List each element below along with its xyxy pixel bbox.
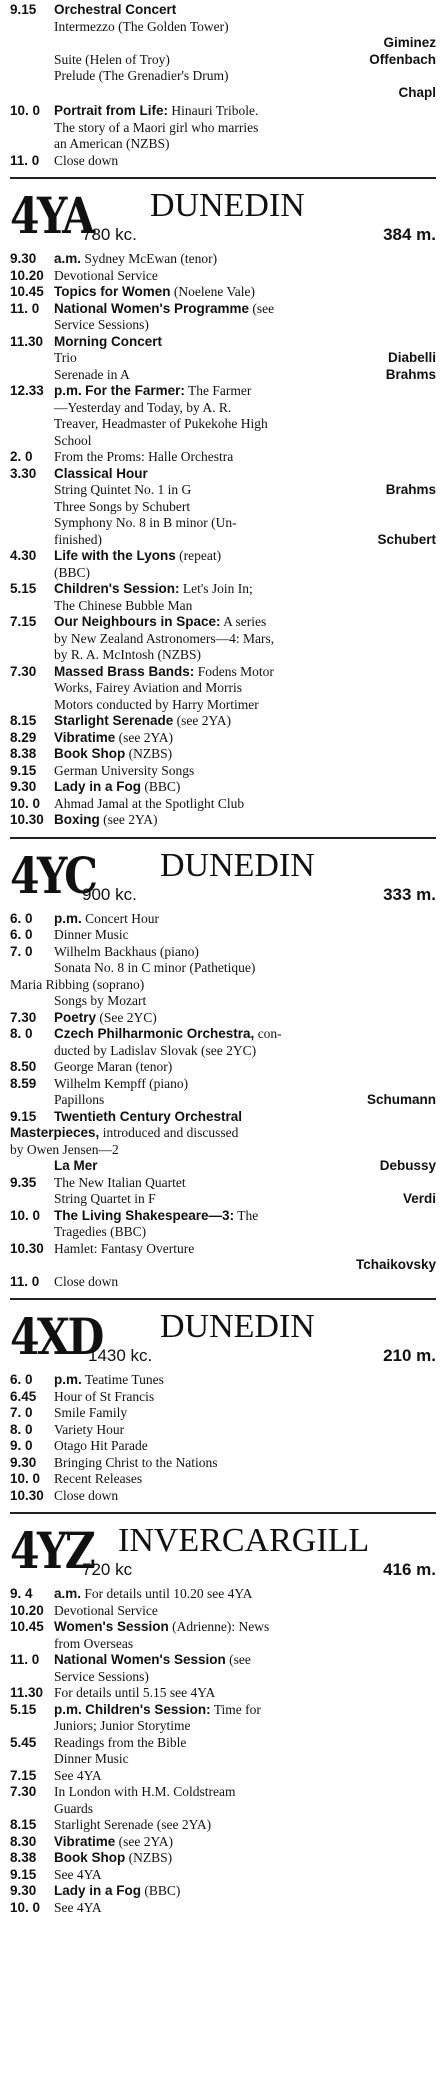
station-4ya bbox=[10, 185, 436, 829]
entry-desc: For details until 5.15 see 4YA bbox=[54, 1685, 216, 1700]
entry-title: Children's Session: bbox=[54, 581, 180, 596]
program-entry bbox=[10, 812, 436, 829]
entry-title: Our Neighbours in Space: bbox=[54, 614, 221, 629]
station-header bbox=[10, 1520, 436, 1582]
program-entry bbox=[10, 334, 436, 351]
entry-desc: (BBC) bbox=[141, 779, 181, 794]
entry-line: —Yesterday and Today, by A. R. bbox=[54, 399, 232, 415]
composer: Brahms bbox=[385, 482, 436, 497]
entry-desc: Dinner Music bbox=[54, 927, 129, 942]
entry-desc: The New Italian Quartet bbox=[54, 1174, 186, 1190]
entry-time: 7.30 bbox=[10, 663, 37, 679]
entry-title: Topics for Women bbox=[54, 284, 171, 299]
program-entry bbox=[10, 1010, 436, 1027]
entry-title: Vibratime bbox=[54, 1833, 116, 1849]
section-divider bbox=[10, 1298, 436, 1300]
entry-title: Massed Brass Bands: bbox=[54, 663, 195, 679]
entry-time: 8. 0 bbox=[10, 1421, 33, 1437]
entry-line: Works, Fairey Aviation and Morris bbox=[54, 680, 243, 695]
entry-desc: Wilhelm Kempff (piano) bbox=[54, 1075, 189, 1091]
entry-desc: (see 2YA) bbox=[115, 729, 174, 745]
composer: Offenbach bbox=[369, 51, 436, 67]
entry-line: finished) Schubert bbox=[54, 531, 436, 547]
entry-time: 8.50 bbox=[10, 1059, 37, 1074]
entry-desc: Teatime Tunes bbox=[84, 1372, 164, 1387]
entry-desc: (NZBS) bbox=[125, 746, 173, 761]
station-frequency: 780 kc. bbox=[82, 225, 137, 244]
entry-desc: Concert Hour bbox=[85, 910, 159, 926]
program-entry bbox=[10, 911, 436, 928]
entry-line: Service Sessions) bbox=[54, 1668, 149, 1684]
entry-desc: A series bbox=[220, 614, 267, 629]
program-entry bbox=[10, 1109, 436, 1126]
program-entry bbox=[10, 1026, 436, 1043]
entry-desc: Sydney McEwan (tenor) bbox=[84, 251, 218, 266]
entry-time: 7. 0 bbox=[10, 943, 33, 959]
program-entry bbox=[10, 664, 436, 681]
entry-title: Life with the Lyons bbox=[54, 548, 176, 563]
entry-time: 11.30 bbox=[10, 1685, 44, 1700]
composer: Schumann bbox=[366, 1092, 436, 1107]
entry-time: 10.45 bbox=[10, 284, 44, 299]
entry-desc: Let's Join In; bbox=[179, 581, 253, 596]
entry-time: 10.30 bbox=[10, 812, 44, 827]
entry-line: by Owen Jensen—2 bbox=[10, 1141, 119, 1157]
entry-desc: George Maran (tenor) bbox=[54, 1059, 173, 1074]
entry-line: La Mer Debussy bbox=[54, 1158, 436, 1173]
entry-desc: In London with H.M. Coldstream bbox=[54, 1784, 236, 1799]
entry-time: 12.33 bbox=[10, 383, 44, 398]
entry-time: 7.30 bbox=[10, 1009, 37, 1025]
entry-line: an American (NZBS) bbox=[54, 136, 170, 151]
entry-time: 8.59 bbox=[10, 1075, 37, 1091]
program-entry bbox=[10, 466, 436, 483]
station-city: DUNEDIN bbox=[160, 1308, 315, 1345]
program-entry bbox=[10, 614, 436, 631]
entry-line: Masterpieces, introduced and discussed bbox=[10, 1125, 239, 1140]
entry-time: 11. 0 bbox=[10, 1273, 40, 1289]
entry-desc: See 4YA bbox=[54, 1767, 102, 1783]
program-entry bbox=[10, 1603, 436, 1620]
station-callsign: 4YA bbox=[10, 186, 93, 245]
entry-desc: (See 2YC) bbox=[96, 1009, 157, 1025]
entry-line: Service Sessions) bbox=[54, 317, 149, 332]
entry-line: Sonata No. 8 in C minor (Pathetique) bbox=[54, 960, 256, 975]
entry-title: Starlight Serenade bbox=[54, 713, 174, 728]
entry-time: 9.15 bbox=[10, 2, 37, 17]
entry-desc: See 4YA bbox=[54, 1866, 102, 1882]
program-entry bbox=[10, 1241, 436, 1258]
entry-time: 9. 0 bbox=[10, 1438, 33, 1453]
entry-time: 11. 0 bbox=[10, 1652, 40, 1667]
entry-desc: The bbox=[234, 1207, 259, 1223]
composer: Schubert bbox=[377, 531, 436, 547]
entry-line: Songs by Mozart bbox=[54, 993, 147, 1008]
entry-time: 3.30 bbox=[10, 465, 37, 481]
entry-desc: (BBC) bbox=[141, 1883, 181, 1898]
entry-time: 5.15 bbox=[10, 581, 37, 596]
entry-desc: Hour of St Francis bbox=[54, 1388, 155, 1404]
section-divider bbox=[10, 837, 436, 839]
program-entry bbox=[10, 1702, 436, 1719]
composer: Giminez bbox=[383, 35, 436, 50]
station-4xd bbox=[10, 1306, 436, 1504]
composer: Diabelli bbox=[387, 350, 436, 365]
station-wavelength: 210 m. bbox=[383, 1346, 436, 1365]
entry-time: 6.45 bbox=[10, 1388, 37, 1404]
composer: Brahms bbox=[385, 366, 436, 382]
station-wavelength: 333 m. bbox=[383, 884, 436, 904]
program-entry bbox=[10, 1405, 436, 1422]
entry-line: Dinner Music bbox=[54, 1751, 129, 1766]
program-entry bbox=[10, 1471, 436, 1488]
program-entry bbox=[10, 779, 436, 796]
program-entry bbox=[10, 1652, 436, 1669]
entry-ampm: a.m. bbox=[54, 251, 82, 266]
entry-ampm: p.m. bbox=[54, 1372, 82, 1387]
entry-desc: Bringing Christ to the Nations bbox=[54, 1454, 218, 1470]
entry-desc: Starlight Serenade (see 2YA) bbox=[54, 1817, 212, 1832]
entry-line: (BBC) bbox=[54, 564, 91, 580]
program-entry bbox=[10, 581, 436, 598]
composer: Tchaikovsky bbox=[355, 1257, 436, 1272]
entry-title: Book Shop bbox=[54, 746, 126, 761]
entry-desc: Close down bbox=[54, 1273, 119, 1289]
composer: Verdi bbox=[402, 1191, 436, 1206]
composer: Debussy bbox=[379, 1158, 436, 1173]
entry-time: 10. 0 bbox=[10, 795, 41, 811]
entry-desc: (Noelene Vale) bbox=[170, 284, 255, 299]
entry-line: by R. A. McIntosh (NZBS) bbox=[54, 647, 202, 662]
entry-desc: The Farmer bbox=[184, 383, 252, 398]
entry-desc: Hamlet: Fantasy Overture bbox=[54, 1240, 195, 1256]
entry-title: Vibratime bbox=[54, 729, 116, 745]
entry-time: 5.45 bbox=[10, 1734, 37, 1750]
program-entry bbox=[10, 1208, 436, 1225]
top-continuation bbox=[10, 2, 436, 169]
program-entry bbox=[10, 251, 436, 268]
station-4yc bbox=[10, 845, 436, 1291]
entry-desc: (NZBS) bbox=[125, 1850, 173, 1865]
entry-time: 8. 0 bbox=[10, 1026, 33, 1041]
entry-time: 6. 0 bbox=[10, 927, 33, 942]
entry-title: For the Farmer: bbox=[85, 383, 185, 398]
entry-time: 10. 0 bbox=[10, 103, 41, 118]
entry-time: 5.15 bbox=[10, 1701, 37, 1717]
entry-line: ducted by Ladislav Slovak (see 2YC) bbox=[54, 1042, 257, 1058]
entry-time: 9.30 bbox=[10, 1883, 37, 1898]
entry-time: 8.15 bbox=[10, 1817, 37, 1832]
entry-line: Suite (Helen of Troy) Offenbach bbox=[54, 51, 436, 67]
entry-line: School bbox=[54, 432, 92, 448]
program-entry bbox=[10, 1619, 436, 1636]
entry-time: 6. 0 bbox=[10, 1372, 33, 1387]
entry-title: Twentieth Century Orchestral bbox=[54, 1108, 243, 1124]
entry-desc: From the Proms: Halle Orchestra bbox=[54, 449, 234, 464]
program-entry bbox=[10, 1274, 436, 1291]
entry-time: 11.30 bbox=[10, 333, 44, 349]
entry-line: Papillons Schumann bbox=[54, 1092, 436, 1107]
entry-desc: For details until 10.20 see 4YA bbox=[84, 1586, 253, 1601]
station-frequency: 720 kc bbox=[82, 1560, 133, 1579]
entry-time: 9.15 bbox=[10, 762, 37, 778]
entry-time: 10.20 bbox=[10, 267, 44, 283]
entry-ampm: p.m. bbox=[54, 1701, 82, 1717]
entry-desc: Devotional Service bbox=[54, 1602, 158, 1618]
program-entry bbox=[10, 730, 436, 747]
station-header bbox=[10, 185, 436, 247]
entry-line: The Chinese Bubble Man bbox=[54, 597, 193, 613]
entry-time: 10. 0 bbox=[10, 1471, 41, 1486]
entry-time: 10. 0 bbox=[10, 1899, 41, 1915]
program-entry bbox=[10, 1784, 436, 1801]
entry-desc: (see 2YA) bbox=[115, 1833, 174, 1849]
program-entry bbox=[10, 1735, 436, 1752]
program-entry bbox=[10, 1867, 436, 1884]
entry-desc: Hinauri Tribole. bbox=[168, 103, 259, 118]
entry-desc: Smile Family bbox=[54, 1405, 128, 1420]
program-entry bbox=[10, 449, 436, 466]
entry-time: 9.30 bbox=[10, 779, 37, 794]
entry-line: from Overseas bbox=[54, 1635, 134, 1651]
program-entry bbox=[10, 548, 436, 565]
entry-time: 8.30 bbox=[10, 1833, 37, 1849]
program-entry bbox=[10, 284, 436, 301]
entry-title: National Women's Session bbox=[54, 1652, 226, 1667]
entry-time: 11. 0 bbox=[10, 300, 40, 316]
entry-time: 10.30 bbox=[10, 1487, 44, 1503]
entry-line: Symphony No. 8 in B minor (Un- bbox=[54, 515, 237, 530]
entry-time: 4.30 bbox=[10, 548, 37, 563]
entry-time: 9.15 bbox=[10, 1108, 37, 1124]
entry-time: 8.29 bbox=[10, 729, 37, 745]
entry-line: Treaver, Headmaster of Pukekohe High bbox=[54, 416, 268, 431]
entry-title: Poetry bbox=[54, 1009, 97, 1025]
entry-line: Motors conducted by Harry Mortimer bbox=[54, 696, 259, 712]
program-entry bbox=[10, 1685, 436, 1702]
program-entry bbox=[10, 1883, 436, 1900]
entry-desc: (see bbox=[249, 300, 275, 316]
entry-title: Boxing bbox=[54, 812, 100, 827]
entry-title: Orchestral Concert bbox=[54, 2, 177, 17]
station-header bbox=[10, 1306, 436, 1368]
program-entry bbox=[10, 1586, 436, 1603]
program-entry bbox=[10, 1834, 436, 1851]
program-entry bbox=[10, 1389, 436, 1406]
entry-desc: Readings from the Bible bbox=[54, 1734, 187, 1750]
entry-desc: Devotional Service bbox=[54, 267, 158, 283]
entry-ampm: a.m. bbox=[54, 1586, 82, 1601]
entry-desc: (see bbox=[225, 1652, 251, 1667]
entry-title: Lady in a Fog bbox=[54, 779, 142, 794]
entry-line: String Quartet in F Verdi bbox=[54, 1191, 436, 1206]
composer: Chapl bbox=[398, 84, 436, 100]
entry-time: 7.30 bbox=[10, 1784, 37, 1799]
station-city: INVERCARGILL bbox=[118, 1522, 370, 1559]
entry-time: 7.15 bbox=[10, 614, 37, 629]
section-divider bbox=[10, 177, 436, 179]
entry-time: 8.38 bbox=[10, 1850, 37, 1865]
entry-time: 7.15 bbox=[10, 1767, 37, 1783]
entry-title: Morning Concert bbox=[54, 333, 162, 349]
program-entry: 12.33 p.m. For the Farmer: The Farmer bbox=[10, 383, 252, 398]
program-entry bbox=[10, 153, 436, 170]
program-entry bbox=[10, 1059, 436, 1076]
entry-time: 6. 0 bbox=[10, 910, 33, 926]
program-entry bbox=[10, 1817, 436, 1834]
entry-line: Guards bbox=[54, 1800, 93, 1816]
station-frequency: 900 kc. bbox=[82, 884, 137, 904]
entry-desc: Wilhelm Backhaus (piano) bbox=[54, 943, 199, 959]
station-frequency: 1430 kc. bbox=[88, 1346, 153, 1365]
program-entry bbox=[10, 1372, 436, 1389]
entry-time: 9.15 bbox=[10, 1866, 37, 1882]
program-entry bbox=[10, 1900, 436, 1917]
entry-desc: Recent Releases bbox=[54, 1471, 143, 1486]
program-entry bbox=[10, 1850, 436, 1867]
entry-time: 9.30 bbox=[10, 1454, 37, 1470]
station-city: DUNEDIN bbox=[150, 187, 305, 224]
entry-line: Prelude (The Grenadier's Drum) bbox=[54, 68, 229, 83]
entry-time: 10.45 bbox=[10, 1619, 44, 1634]
entry-time: 2. 0 bbox=[10, 449, 33, 464]
program-entry bbox=[10, 268, 436, 285]
entry-time: 9.35 bbox=[10, 1174, 37, 1190]
entry-time: 10.30 bbox=[10, 1240, 44, 1256]
program-entry bbox=[10, 944, 436, 961]
program-entry bbox=[10, 763, 436, 780]
program-entry bbox=[10, 1076, 436, 1093]
entry-desc: Variety Hour bbox=[54, 1421, 125, 1437]
program-entry bbox=[10, 1768, 436, 1785]
entry-title: The Living Shakespeare—3: bbox=[54, 1207, 235, 1223]
section-divider bbox=[10, 1512, 436, 1514]
program-entry bbox=[10, 1455, 436, 1472]
program-entry bbox=[10, 1422, 436, 1439]
entry-desc: Close down bbox=[54, 1487, 119, 1503]
station-callsign: 4XD bbox=[10, 1307, 102, 1366]
entry-desc: (Adrienne): News bbox=[168, 1619, 270, 1634]
entry-desc: Ahmad Jamal at the Spotlight Club bbox=[54, 795, 245, 811]
entry-time: 10.20 bbox=[10, 1602, 44, 1618]
entry-line: Tragedies (BBC) bbox=[54, 1224, 147, 1239]
program-entry bbox=[10, 713, 436, 730]
program-entry bbox=[10, 796, 436, 813]
entry-time: 7. 0 bbox=[10, 1405, 33, 1420]
entry-line: The story of a Maori girl who marries bbox=[54, 119, 259, 135]
entry-title: Classical Hour bbox=[54, 465, 148, 481]
station-callsign: 4YC bbox=[10, 845, 96, 905]
program-entry bbox=[10, 103, 436, 120]
program-entry bbox=[10, 1175, 436, 1192]
entry-desc: Otago Hit Parade bbox=[54, 1438, 148, 1453]
entry-title: Czech Philharmonic Orchestra, bbox=[54, 1026, 255, 1041]
program-entry bbox=[10, 927, 436, 944]
station-4yz bbox=[10, 1520, 436, 1916]
entry-desc: (see 2YA) bbox=[173, 713, 232, 728]
entry-time: 9. 4 bbox=[10, 1586, 33, 1601]
program-entry bbox=[10, 746, 436, 763]
entry-line: Maria Ribbing (soprano) bbox=[10, 976, 145, 992]
entry-line: String Quintet No. 1 in G Brahms bbox=[54, 482, 436, 497]
program-entry bbox=[10, 1438, 436, 1455]
entry-title: Children's Session: bbox=[85, 1701, 211, 1717]
entry-time: 9.30 bbox=[10, 251, 37, 266]
entry-desc: (repeat) bbox=[175, 548, 222, 563]
entry-time: 8.38 bbox=[10, 746, 37, 761]
entry-line: by New Zealand Astronomers—4: Mars, bbox=[54, 630, 275, 646]
program-entry bbox=[10, 2, 436, 19]
entry-time: 8.15 bbox=[10, 713, 37, 728]
entry-time: 10. 0 bbox=[10, 1207, 41, 1223]
entry-title: Book Shop bbox=[54, 1850, 126, 1865]
entry-desc: See 4YA bbox=[54, 1899, 102, 1915]
entry-ampm: p.m. bbox=[54, 910, 82, 926]
entry-desc: con- bbox=[254, 1026, 282, 1041]
program-entry bbox=[10, 301, 436, 318]
station-wavelength: 416 m. bbox=[383, 1560, 436, 1579]
program-entry bbox=[10, 1488, 436, 1505]
entry-line: Trio Diabelli bbox=[54, 350, 436, 365]
station-city: DUNEDIN bbox=[160, 846, 315, 884]
entry-line: Juniors; Junior Storytime bbox=[54, 1718, 191, 1733]
entry-desc: Time for bbox=[210, 1701, 261, 1717]
entry-line: Serenade in A Brahms bbox=[54, 366, 436, 382]
entry-desc: German University Songs bbox=[54, 762, 195, 778]
entry-desc: Close down bbox=[54, 152, 119, 168]
entry-desc: Fodens Motor bbox=[194, 663, 274, 679]
entry-desc: (see 2YA) bbox=[99, 812, 158, 827]
entry-title: Women's Session bbox=[54, 1619, 169, 1634]
station-wavelength: 384 m. bbox=[383, 225, 436, 244]
entry-title: Portrait from Life: bbox=[54, 103, 169, 118]
entry-title: Lady in a Fog bbox=[54, 1883, 142, 1898]
entry-line: Three Songs by Schubert bbox=[54, 498, 191, 514]
entry-title: National Women's Programme bbox=[54, 300, 250, 316]
entry-line: Intermezzo (The Golden Tower) bbox=[54, 18, 229, 34]
station-header bbox=[10, 845, 436, 907]
entry-time: 11. 0 bbox=[10, 152, 40, 168]
station-callsign: 4YZ bbox=[10, 1521, 94, 1580]
